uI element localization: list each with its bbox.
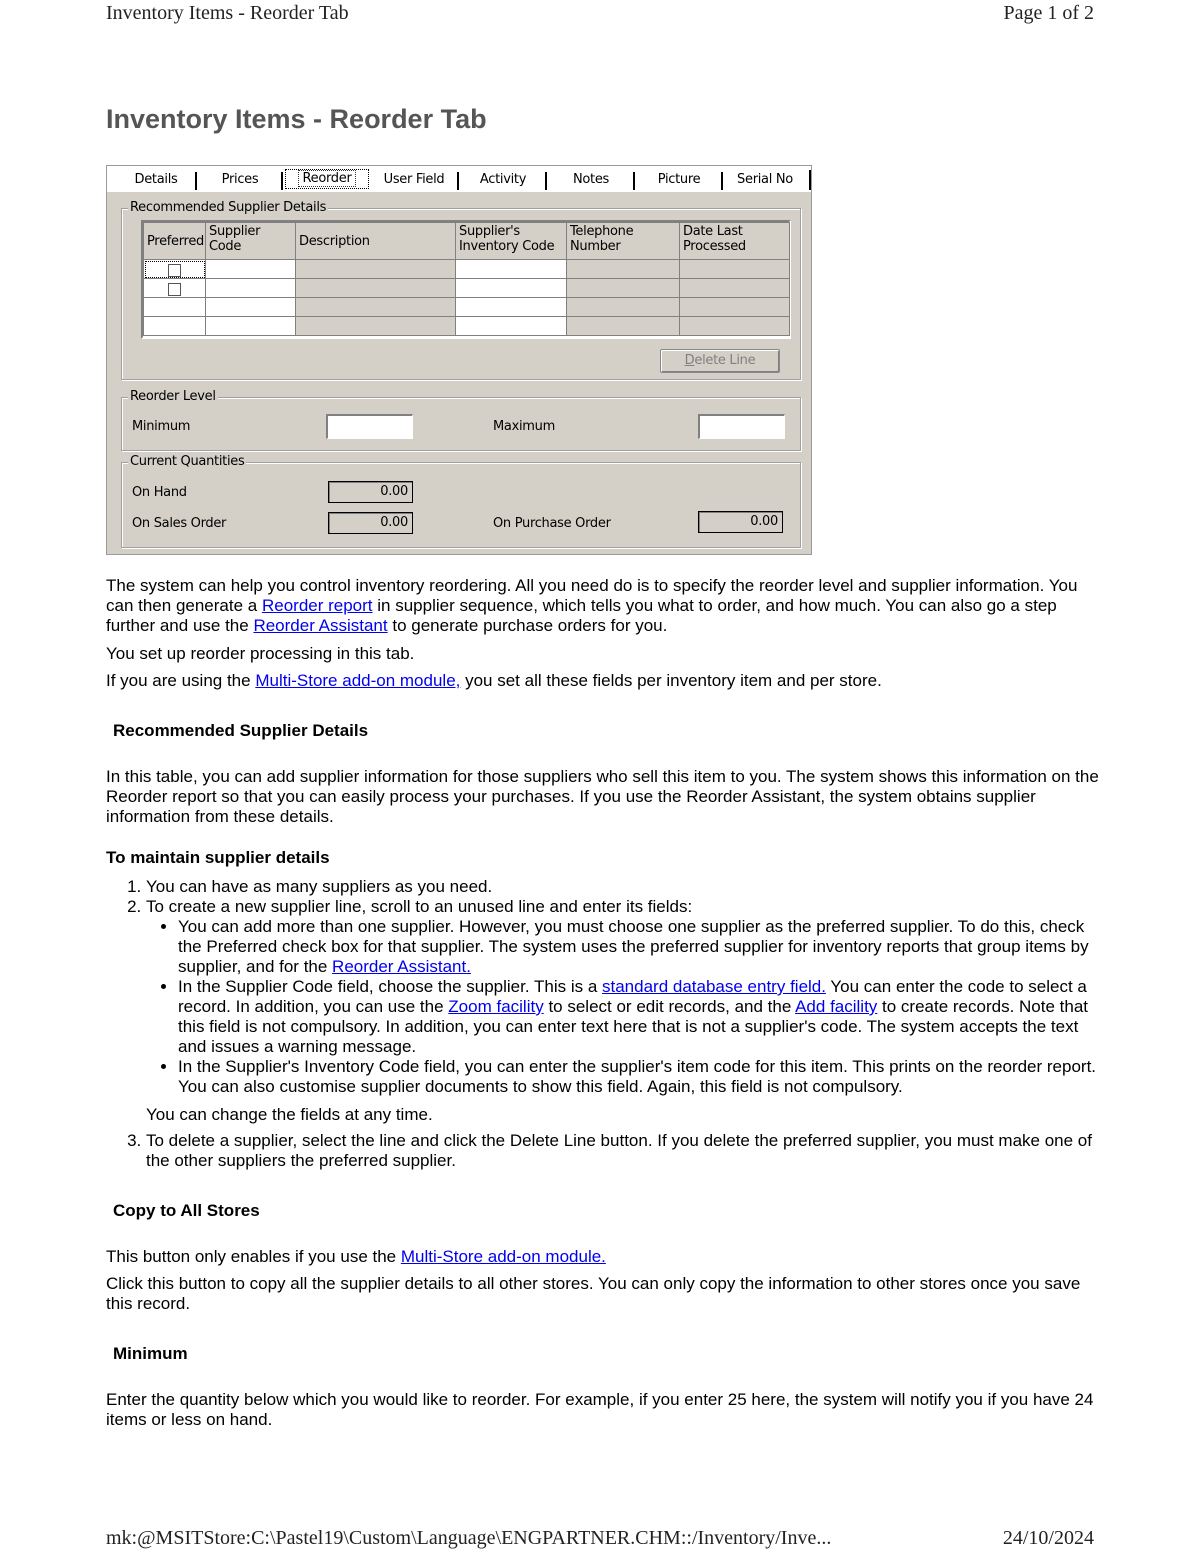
step-2-after-text: You can change the fields at any time. (146, 1105, 433, 1124)
reorder-level-group-label: Reorder Level (130, 389, 216, 404)
table-row[interactable] (144, 279, 790, 298)
tab-details[interactable]: Details (115, 170, 197, 190)
date-cell (680, 260, 790, 279)
on-hand-value: 0.00 (328, 481, 413, 503)
supplier-code-cell[interactable] (206, 298, 296, 317)
tab-serial-no[interactable]: Serial No (737, 172, 793, 187)
bullet-1-text: You can add more than one supplier. However, you must choose one supplier as the preferred supplier. To do this, check the Preferred check box for that supplier. The system uses the preferred supplier for inventory reports that group items by supplier, and for the (178, 917, 1089, 976)
date-cell (680, 317, 790, 336)
on-sales-order-label: On Sales Order (132, 516, 227, 531)
list-item (146, 897, 1100, 1125)
tab-reorder[interactable] (285, 169, 369, 189)
maximum-label: Maximum (493, 419, 555, 434)
tab-reorder-label: Reorder (298, 170, 355, 187)
bullet-2-text-b: You can enter the code to select a record. In addition, you can use the (178, 977, 1087, 1016)
tab-notes[interactable]: Notes (547, 170, 635, 190)
col-telephone-number[interactable]: Telephone Number (567, 223, 680, 260)
description-cell (296, 317, 456, 336)
intro-text-c: to generate purchase orders for you. (387, 616, 668, 635)
delete-line-button[interactable] (660, 349, 780, 373)
telephone-cell (567, 317, 680, 336)
minimum-label: Minimum (132, 419, 191, 434)
preferred-cell[interactable] (144, 317, 206, 336)
inventory-code-cell[interactable] (456, 260, 567, 279)
supplier-grid[interactable] (141, 220, 791, 339)
preferred-cell[interactable] (144, 279, 206, 298)
on-hand-label: On Hand (132, 485, 187, 500)
print-header-title: Inventory Items - Reorder Tab (106, 2, 349, 24)
multi-store-link-2[interactable]: Multi-Store add-on module. (400, 1247, 606, 1266)
current-quantities-group-label: Current Quantities (130, 454, 245, 469)
table-row[interactable] (144, 298, 790, 317)
page-title: Inventory Items - Reorder Tab (106, 104, 487, 134)
date-cell (680, 298, 790, 317)
copy-text-a: This button only enables if you use the (106, 1247, 401, 1266)
tab-prices[interactable]: Prices (197, 170, 283, 190)
step-2-bullets (146, 917, 1100, 1097)
minimum-input[interactable] (326, 414, 413, 439)
supplier-details-group-label: Recommended Supplier Details (130, 200, 327, 215)
intro-paragraph-2: You set up reorder processing in this tab. (106, 644, 415, 663)
list-item (146, 1131, 1100, 1171)
reorder-assistant-link[interactable]: Reorder Assistant (253, 616, 388, 635)
intro-paragraph-3 (106, 671, 1100, 691)
tab-strip-edge (809, 170, 811, 190)
bullet-2-text-c: to select or edit records, and the (543, 997, 796, 1016)
inventory-code-cell[interactable] (456, 279, 567, 298)
list-item (178, 1057, 1100, 1097)
telephone-cell (567, 279, 680, 298)
step-3-text: To delete a supplier, select the line and click the Delete Line button. If you delete the preferred supplier, you must make one of the other suppliers the preferred supplier. (146, 1131, 1092, 1170)
on-sales-order-value: 0.00 (328, 512, 413, 534)
intro3-text-a: If you are using the (106, 671, 256, 690)
current-quantities-group (121, 454, 801, 548)
description-cell (296, 298, 456, 317)
table-row[interactable] (144, 260, 790, 279)
supplier-section-heading: Recommended Supplier Details (113, 721, 369, 740)
list-item (146, 877, 1100, 897)
copy-section-text-1 (106, 1247, 1100, 1267)
preferred-checkbox[interactable] (168, 264, 181, 277)
telephone-cell (567, 260, 680, 279)
col-preferred[interactable]: Preferred (144, 223, 206, 260)
bullet-2-text-d: to create records. Note that this field is not compulsory. In addition, you can enter text here that is not a supplier's code. The system accepts the text and issues a warning message. (178, 997, 1089, 1056)
bullet-3-text: In the Supplier's Inventory Code field, you can enter the supplier's item code for this item. This prints on the reorder report. You can also customise supplier documents to show this field. Again, this field is not compulsory. (178, 1057, 1097, 1096)
description-cell (296, 279, 456, 298)
maintain-steps-list (106, 877, 1100, 1171)
print-footer-date: 24/10/2024 (1002, 1527, 1094, 1549)
intro-text-b: in supplier sequence, which tells you what to order, and how much. You can also go a step further and use the (106, 596, 1057, 635)
tab-user-field[interactable]: User Field (369, 170, 459, 190)
description-cell (296, 260, 456, 279)
reorder-assistant-link-2[interactable]: Reorder Assistant. (332, 957, 471, 976)
telephone-cell (567, 298, 680, 317)
col-suppliers-inventory-code[interactable]: Supplier's Inventory Code (456, 223, 567, 260)
list-item (178, 977, 1100, 1057)
preferred-checkbox[interactable] (168, 283, 181, 296)
reorder-report-link[interactable]: Reorder report (261, 596, 373, 615)
maximum-input[interactable] (698, 414, 785, 439)
col-description[interactable]: Description (296, 223, 456, 260)
print-header-page: Page 1 of 2 (1003, 2, 1094, 24)
print-footer-url: mk:@MSITStore:C:\Pastel19\Custom\Language\ENGPARTNER.CHM::/Inventory/Inve... (106, 1527, 832, 1549)
supplier-section-text: In this table, you can add supplier information for those suppliers who sell this item to you. The system shows this information on the Reorder report so that you can easily process your purchases. If you use the Reorder Assistant, the system obtains supplier information from these details. (106, 767, 1099, 826)
preferred-cell[interactable] (144, 298, 206, 317)
add-facility-link[interactable]: Add facility (795, 997, 878, 1016)
supplier-code-cell[interactable] (206, 279, 296, 298)
intro3-text-b: you set all these fields per inventory item and per store. (460, 671, 882, 690)
standard-database-entry-link[interactable]: standard database entry field. (602, 977, 826, 996)
on-purchase-order-value: 0.00 (698, 511, 783, 533)
minimum-section-text: Enter the quantity below which you would like to reorder. For example, if you enter 25 here, the system will notify you if you have 24 items or less on hand. (106, 1390, 1094, 1429)
maintain-supplier-heading: To maintain supplier details (106, 848, 330, 867)
list-item (178, 917, 1100, 977)
supplier-code-cell[interactable] (206, 260, 296, 279)
on-purchase-order-label: On Purchase Order (493, 516, 611, 531)
copy-section-text-2: Click this button to copy all the supplier details to all other stores. You can only copy the information to other stores once you save this record. (106, 1274, 1081, 1313)
col-date-last-processed[interactable]: Date Last Processed (680, 223, 790, 260)
minimum-section-heading: Minimum (113, 1344, 188, 1363)
date-cell (680, 279, 790, 298)
tab-picture[interactable]: Picture (635, 170, 723, 190)
supplier-code-cell[interactable] (206, 317, 296, 336)
multi-store-link[interactable]: Multi-Store add-on module, (255, 671, 461, 690)
step-1-text: You can have as many suppliers as you need. (146, 877, 493, 896)
reorder-tab-screenshot (106, 165, 812, 555)
tab-activity[interactable]: Activity (459, 170, 547, 190)
inventory-code-cell[interactable] (456, 317, 567, 336)
zoom-facility-link[interactable]: Zoom facility (448, 997, 544, 1016)
bullet-2-text-a: In the Supplier Code field, choose the supplier. This is a (178, 977, 602, 996)
inventory-code-cell[interactable] (456, 298, 567, 317)
copy-section-heading: Copy to All Stores (113, 1201, 260, 1220)
tab-strip (107, 166, 811, 192)
col-supplier-code[interactable]: Supplier Code (206, 223, 296, 260)
delete-line-accel: D (684, 353, 695, 368)
intro-paragraph (106, 576, 1100, 636)
preferred-cell[interactable] (144, 260, 206, 279)
delete-line-label: elete Line (694, 353, 756, 368)
table-row[interactable] (144, 317, 790, 336)
step-2-text: To create a new supplier line, scroll to an unused line and enter its fields: (146, 897, 693, 916)
intro-text-a: The system can help you control inventory reordering. All you need do is to specify the reorder level and supplier information. You can then generate a (106, 576, 1078, 615)
